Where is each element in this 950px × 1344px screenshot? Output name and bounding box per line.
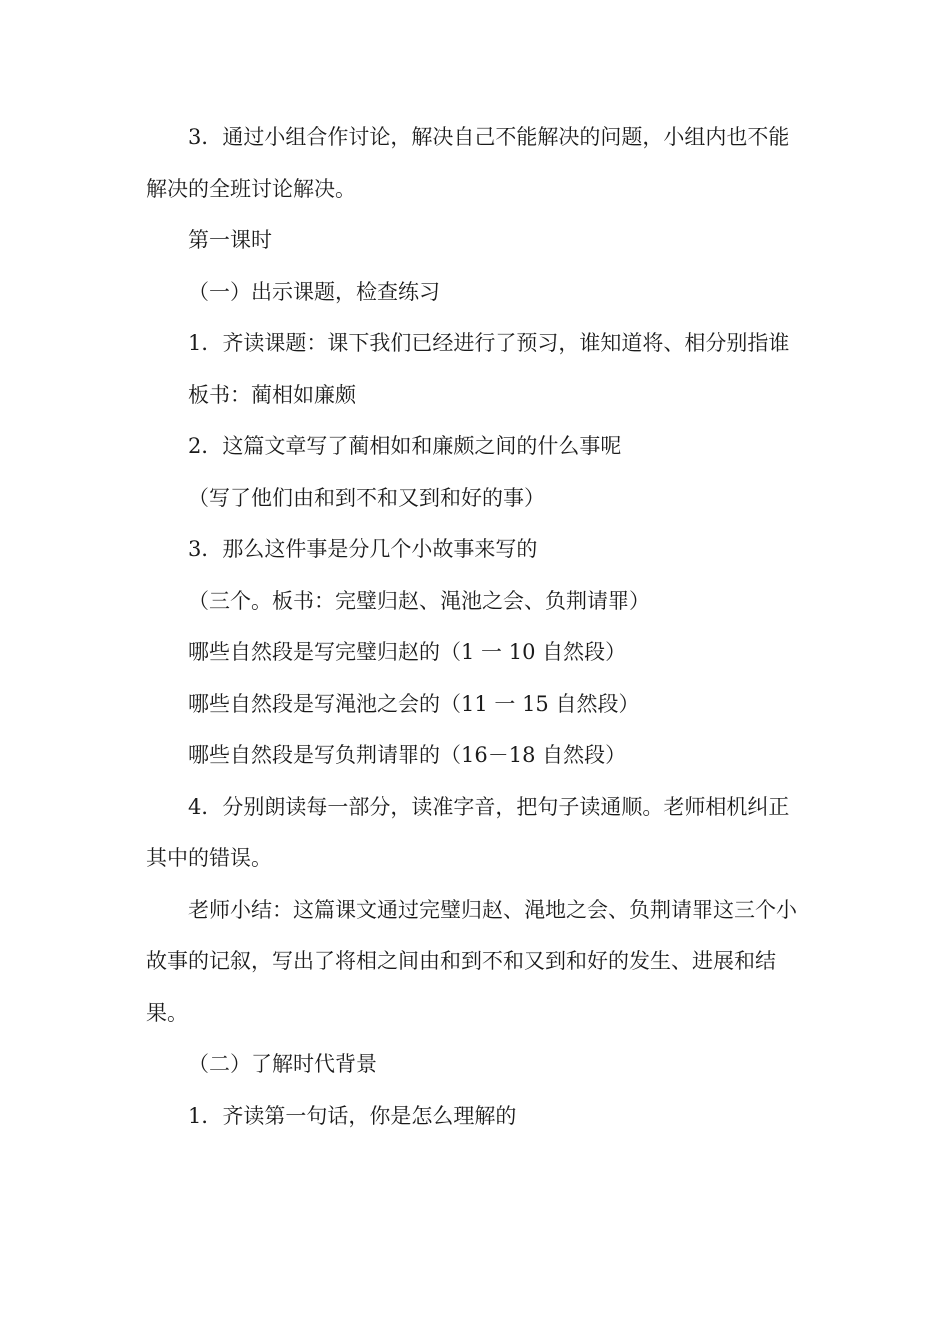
paragraph-question-what-story: 2．这篇文章写了蔺相如和廉颇之间的什么事呢	[188, 434, 622, 458]
paragraph-board-note-names: 板书：蔺相如廉颇	[188, 382, 356, 407]
paragraph-teacher-summary: 老师小结：这篇课文通过完璧归赵、渑地之会、负荆请罪这三个小故事的记叙，写出了将相之间由和到不和又到和好的发生、进展和结果。	[146, 897, 797, 1025]
paragraph-answer-three-stories: （三个。板书：完璧归赵、渑池之会、负荆请罪）	[188, 588, 650, 613]
paragraph-answer-story: （写了他们由和到不和又到和好的事）	[188, 485, 545, 510]
paragraph-read-first-sentence: 1．齐读第一句话，你是怎么理解的	[188, 1103, 517, 1128]
paragraph-question-how-many: 3．那么这件事是分几个小故事来写的	[188, 537, 538, 561]
heading-section-one: （一）出示课题，检查练习	[188, 279, 440, 304]
paragraph-sections-fujing: 哪些自然段是写负荆请罪的（16－18 自然段）	[188, 743, 627, 767]
paragraph-step-3-discussion: 3．通过小组合作讨论，解决自己不能解决的问题，小组内也不能解决的全班讨论解决。	[146, 125, 790, 201]
paragraph-sections-mianchi: 哪些自然段是写渑池之会的（11 一 15 自然段）	[188, 691, 640, 716]
paragraph-read-each-part: 4．分别朗读每一部分，读准字音，把句子读通顺。老师相机纠正其中的错误。	[146, 794, 790, 870]
document-body	[146, 112, 806, 1142]
heading-first-lesson: 第一课时	[188, 228, 272, 252]
paragraph-read-title: 1．齐读课题：课下我们已经进行了预习，谁知道将、相分别指谁	[188, 331, 790, 355]
heading-section-two: （二）了解时代背景	[188, 1052, 377, 1076]
paragraph-sections-wanbi: 哪些自然段是写完璧归赵的（1 一 10 自然段）	[188, 640, 627, 664]
